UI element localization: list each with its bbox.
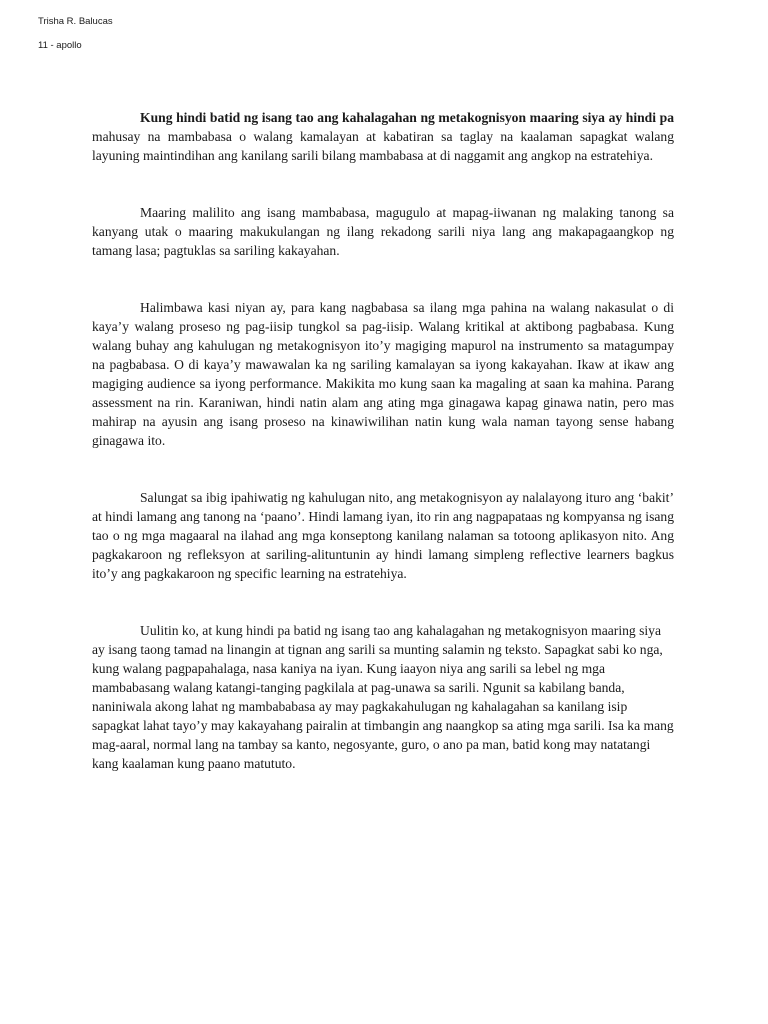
document-header — [38, 16, 113, 52]
paragraph-5: Uulitin ko, at kung hindi pa batid ng isang tao ang kahalagahan ng metakognisyon maaring siya ay isang taong tamad na linangin at tignan ang sarili sa munting salamin ng teksto. Sapagkat sabi ko nga, kung walang pagpapahalaga, nasa kaniya na iyan. Kung iaayon niya ang sarili sa lebel ng mga mambabasang walang katangi-tanging pagkilala at pag-unawa sa sarili. Ngunit sa kabilang banda, naniniwala akong lahat ng mambababasa ay may pagkakahulugan ng kahalagahan sa kanilang isip sapagkat lahat tayo’y may kakayahang pairalin at timbangin ang naangkop sa ating mga sarili. Isa ka mang mag-aaral, normal lang na tambay sa kanto, negosyante, guro, o ano pa man, batid kong may natatangi kang kaalaman kung paano matututo. — [92, 623, 674, 771]
document-body — [92, 108, 674, 773]
paragraph-1-bold-lead: Kung hindi batid ng isang tao ang kahalagahan ng metakognisyon maaring siya ay hindi pa — [140, 110, 674, 125]
paragraph-1 — [92, 108, 674, 165]
class-section: 11 - apollo — [38, 40, 82, 51]
paragraph-3: Halimbawa kasi niyan ay, para kang nagbabasa sa ilang mga pahina na walang nakasulat o di kaya’y walang proseso ng pag-iisip tungkol sa pag-iisip. Walang kritikal at aktibong pagbabasa. Kung walang buhay ang kahulugan ng metakognisyon ito’y magiging mapurol na instrumento sa matagumpay na pagbabasa. O di kaya’y mawawalan ka ng sariling kamalayan sa iyong kakayahan. Ikaw at ikaw ang magiging audience sa iyong performance. Makikita mo kung saan ka magaling at saan ka mahina. Parang assessment na rin. Karaniwan, hindi natin alam ang ating mga ginagawa kapag ginawa natin, pero mas mahirap na ayusin ang isang proseso na kinawiwilihan natin kung wala naman tayong sense habang ginagawa ito. — [92, 300, 674, 448]
paragraph-2: Maaring malilito ang isang mambabasa, magugulo at mapag-iiwanan ng malaking tanong sa kanyang utak o maaring makukulangan ng ilang rekadong sarili niya lang ang makapagaangkop ng tamang lasa; pagtuklas sa sariling kakayahan. — [92, 205, 674, 258]
paragraph-4: Salungat sa ibig ipahiwatig ng kahulugan nito, ang metakognisyon ay nalalayong ituro ang ‘bakit’ at hindi lamang ang tanong na ‘paano’. Hindi lamang iyan, ito rin ang nagpapataas ng kompyansa ng isang tao o ng mga magaaral na ilahad ang mga konseptong kanilang nalaman sa totoong aplikasyon nito. Ang pagkakaroon ng refleksyon at sariling-alituntunin ay hindi lamang simpleng reflective learners bagkus ito’y ang pagkakaroon ng specific learning na estratehiya. — [92, 490, 674, 581]
paragraph-1-text: mahusay na mambabasa o walang kamalayan at kabatiran sa taglay na kaalaman sapagkat walang layuning maintindihan ang kanilang sarili bilang mambabasa at di naggamit ang angkop na estratehiya. — [92, 129, 674, 163]
author-name: Trisha R. Balucas — [38, 16, 113, 27]
